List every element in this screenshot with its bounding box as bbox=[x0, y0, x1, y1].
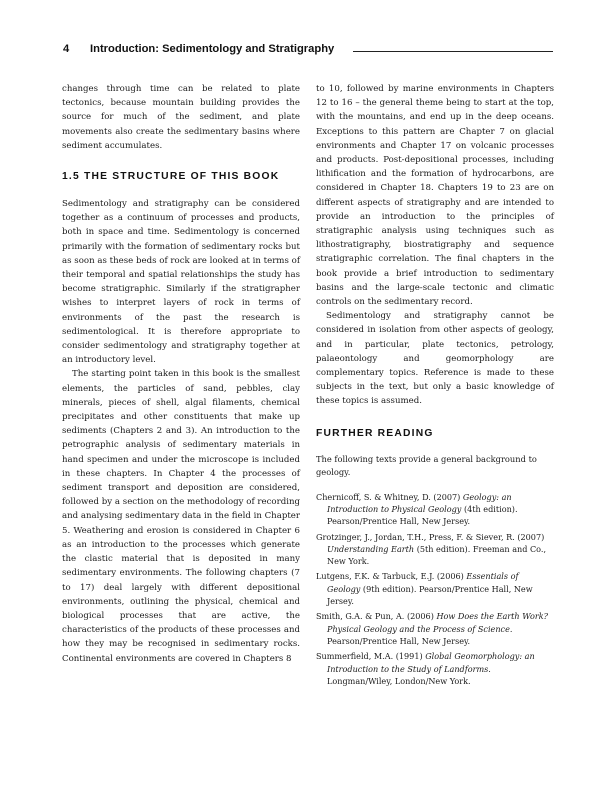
ref-title: Geology: an Introduction to Physical Geology bbox=[327, 491, 512, 514]
ref-title: Essentials of Geology bbox=[327, 571, 519, 594]
further-reading-heading: FURTHER READING bbox=[316, 427, 434, 439]
further-reading-intro: The following texts provide a general background to geology. bbox=[316, 453, 537, 477]
section-heading: 1.5 THE STRUCTURE OF THIS BOOK bbox=[62, 171, 280, 183]
paragraph: Sedimentology and stratigraphy can be considered together as a continuum of processes and products, both in space and time. Sedimentology is concerned primarily with the formation of sedimentary rocks but as soon as these beds of rock are looked at in terms of their temporal and spatial relationships the study has become stratigraphic. Similarly if the stratigrapher wishes to interpret layers of rock in terms of environments of the past the research is sedimentological. It is therefore appropriate to consider sedimentology and stratigraphy together at an introductory level. bbox=[62, 199, 300, 366]
ref-details: (9th edition). Pearson/Prentice Hall, New Jersey. bbox=[327, 583, 533, 607]
ref-title: How Does the Earth Work? Physical Geology and the Process of Science. bbox=[327, 611, 548, 634]
left-column bbox=[62, 82, 300, 666]
right-column bbox=[316, 82, 554, 690]
running-header bbox=[62, 43, 553, 59]
ref-authors: Smith, G.A. & Pun, A. (2006) bbox=[316, 611, 434, 622]
ref-authors: Chernicoff, S. & Whitney, D. (2007) bbox=[316, 491, 461, 502]
reference-list bbox=[316, 491, 554, 687]
ref-authors: Summerfield, M.A. (1991) bbox=[316, 651, 423, 662]
ref-details: (4th edition). Pearson/Prentice Hall, New Jersey. bbox=[327, 503, 518, 527]
reference-item bbox=[316, 650, 554, 687]
running-title: Introduction: Sedimentology and Stratigraphy bbox=[90, 43, 335, 55]
ref-details: (5th edition). Freeman and Co., New York. bbox=[327, 543, 547, 567]
reference-item bbox=[316, 491, 554, 528]
ref-details: Longman/Wiley, London/New York. bbox=[327, 675, 471, 686]
ref-authors: Grotzinger, J., Jordan, T.H., Press, F. & Siever, R. (2007) bbox=[316, 531, 545, 542]
ref-title: Understanding Earth bbox=[327, 543, 415, 554]
page-number: 4 bbox=[63, 43, 70, 55]
ref-authors: Lutgens, F.K. & Tarbuck, E.J. (2006) bbox=[316, 571, 464, 582]
continued-paragraph: to 10, followed by marine environments in Chapters 12 to 16 – the general theme being to start at the top, with the mountains, and end up in the deep oceans. Exceptions to this pattern are Chapter 7 on glacial environments and Chapter 17 on volcanic processes and products. Post-depositional processes, including lithification and the formation of hydrocarbons, are considered in Chapter 18. Chapters 19 to 23 are on different aspects of stratigraphy and are intended to provide an introduction to the principles of stratigraphic analysis using techniques such as lithostratigraphy, biostratigraphy and sequence stratigraphic correlation. The final chapters in the book provide a brief introduction to sedimentary basins and the large-scale tectonic and climatic controls on the sedimentary record. bbox=[316, 84, 554, 308]
paragraph: Sedimentology and stratigraphy cannot be considered in isolation from other aspects of geology, and in particular, plate tectonics, petrology, palaeontology and geomorphology are complementary topics. Reference is made to these subjects in the text, but only a basic knowledge of these topics is assumed. bbox=[316, 311, 554, 407]
reference-item bbox=[316, 531, 554, 568]
continued-paragraph: changes through time can be related to plate tectonics, because mountain building provides the source for much of the sediment, and plate movements also create the sedimentary basins where sediment accumulates. bbox=[62, 84, 300, 151]
reference-item bbox=[316, 610, 554, 647]
header-rule bbox=[353, 51, 553, 52]
ref-details: Pearson/Prentice Hall, New Jersey. bbox=[327, 635, 471, 646]
paragraph: The starting point taken in this book is the smallest elements, the particles of sand, pebbles, clay minerals, pieces of shell, algal filaments, chemical precipitates and other constituents that make up sediments (Chapters 2 and 3). An introduction to the petrographic analysis of sedimentary materials in hand specimen and under the microscope is included in these chapters. In Chapter 4 the processes of sediment transport and deposition are considered, followed by a section on the methodology of recording and analysing sedimentary data in the field in Chapter 5. Weathering and erosion is considered in Chapter 6 as an introduction to the processes which generate the clastic material that is deposited in many sedimentary environments. The following chapters (7 to 17) deal largely with different depositional environments, outlining the physical, chemical and biological processes that are active, the characteristics of the products of these processes and how they may be recognised in sedimentary rocks. Continental environments are covered in Chapters 8 bbox=[62, 369, 300, 664]
reference-item bbox=[316, 570, 554, 607]
ref-title: Global Geomorphology: an Introduction to the Study of Landforms. bbox=[327, 651, 535, 674]
